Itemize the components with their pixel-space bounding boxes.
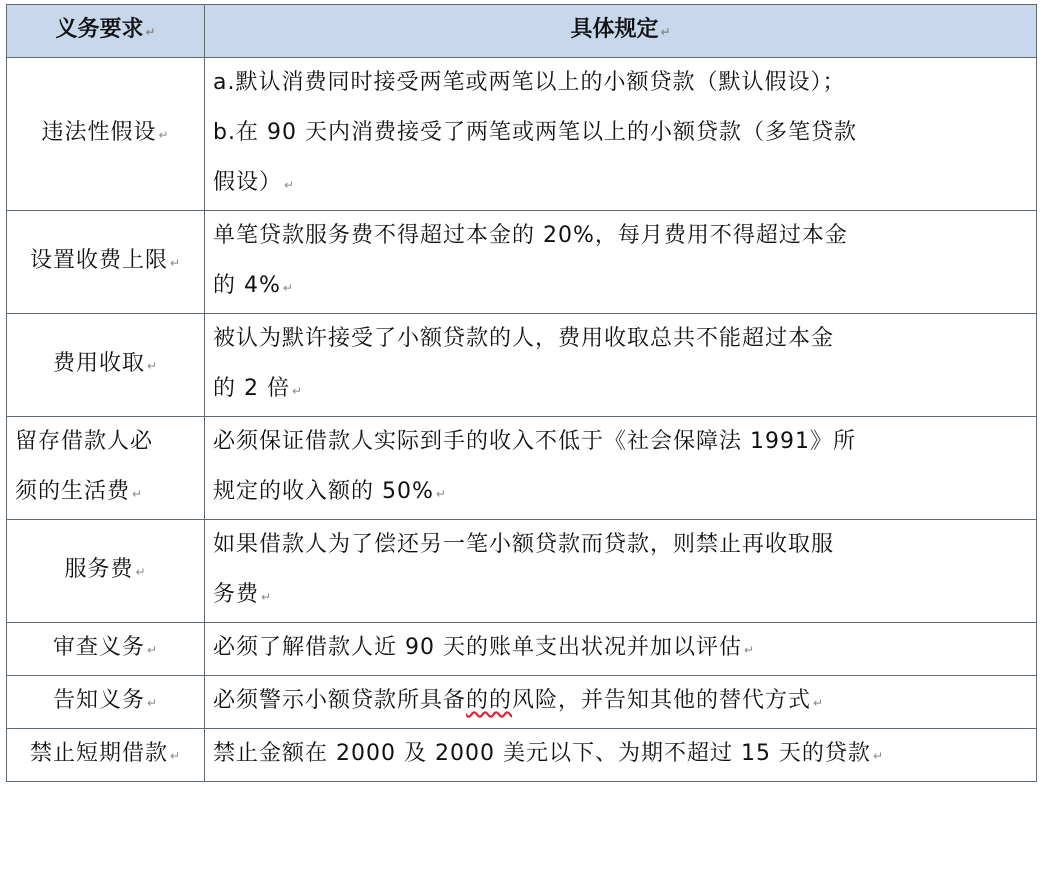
rule-cell	[205, 58, 1037, 211]
table-row	[7, 623, 1037, 676]
paragraph-mark-icon: ↵	[145, 25, 156, 39]
paragraph-mark-icon: ↵	[169, 256, 182, 270]
rule-cell	[205, 211, 1037, 314]
rule-line: 必须保证借款人实际到手的收入不低于《社会保障法 1991》所	[213, 429, 856, 454]
table-row	[7, 417, 1037, 520]
regulation-table	[6, 4, 1037, 782]
paragraph-mark-icon: ↵	[282, 281, 294, 295]
table-header-row	[7, 5, 1037, 58]
spellcheck-underline: 的的	[466, 688, 513, 713]
requirement-cell	[7, 417, 205, 520]
requirement-cell: 违法性假设 ↵	[7, 58, 205, 211]
rule-cell	[205, 417, 1037, 520]
paragraph-mark-icon: ↵	[146, 643, 159, 657]
rule-line: 规定的收入额的 50% ↵	[213, 479, 447, 504]
rule-cell: 禁止金额在 2000 及 2000 美元以下、为期不超过 15 天的贷款 ↵	[205, 729, 1037, 782]
table-row	[7, 314, 1037, 417]
rule-line: 的 2 倍 ↵	[213, 376, 304, 401]
rule-cell	[205, 314, 1037, 417]
rule-line: a.默认消费同时接受两笔或两笔以上的小额贷款（默认假设）；	[213, 70, 846, 95]
paragraph-mark-icon: ↵	[169, 749, 182, 763]
paragraph-mark-icon: ↵	[146, 696, 159, 710]
paragraph-mark-icon: ↵	[132, 487, 144, 501]
requirement-cell: 费用收取 ↵	[7, 314, 205, 417]
table-row	[7, 729, 1037, 782]
requirement-cell: 告知义务 ↵	[7, 676, 205, 729]
rule-line: 务费 ↵	[213, 582, 273, 607]
rule-line: 如果借款人为了偿还另一笔小额贷款而贷款，则禁止再收取服	[213, 532, 835, 557]
requirement-line: 须的生活费 ↵	[15, 479, 144, 504]
paragraph-mark-icon: ↵	[261, 590, 273, 604]
table-row	[7, 676, 1037, 729]
rule-line: 单笔贷款服务费不得超过本金的 20%，每月费用不得超过本金	[213, 223, 848, 248]
rule-cell: 必须了解借款人近 90 天的账单支出状况并加以评估 ↵	[205, 623, 1037, 676]
paragraph-mark-icon: ↵	[135, 565, 147, 579]
rule-cell: 必须警示小额贷款所具备的的风险，并告知其他的替代方式 ↵	[205, 676, 1037, 729]
requirement-cell: 禁止短期借款 ↵	[7, 729, 205, 782]
table-row	[7, 520, 1037, 623]
paragraph-mark-icon: ↵	[813, 696, 825, 710]
requirement-cell: 服务费 ↵	[7, 520, 205, 623]
requirement-cell: 设置收费上限 ↵	[7, 211, 205, 314]
rule-line: 的 4% ↵	[213, 273, 294, 298]
paragraph-mark-icon: ↵	[660, 25, 671, 39]
paragraph-mark-icon: ↵	[284, 178, 296, 192]
header-rule: 具体规定 ↵	[205, 5, 1037, 58]
rule-line: b.在 90 天内消费接受了两笔或两笔以上的小额贷款（多笔贷款	[213, 120, 857, 145]
table-row	[7, 58, 1037, 211]
header-requirement: 义务要求 ↵	[7, 5, 205, 58]
requirement-cell: 审查义务 ↵	[7, 623, 205, 676]
rule-line: 被认为默许接受了小额贷款的人，费用收取总共不能超过本金	[213, 326, 835, 351]
paragraph-mark-icon: ↵	[872, 749, 884, 763]
paragraph-mark-icon: ↵	[158, 128, 170, 142]
paragraph-mark-icon: ↵	[291, 384, 304, 398]
paragraph-mark-icon: ↵	[146, 359, 159, 373]
paragraph-mark-icon: ↵	[743, 643, 756, 657]
paragraph-mark-icon: ↵	[435, 487, 447, 501]
table-row	[7, 211, 1037, 314]
rule-line: 假设） ↵	[213, 170, 296, 195]
rule-cell	[205, 520, 1037, 623]
requirement-line: 留存借款人必	[15, 429, 154, 454]
